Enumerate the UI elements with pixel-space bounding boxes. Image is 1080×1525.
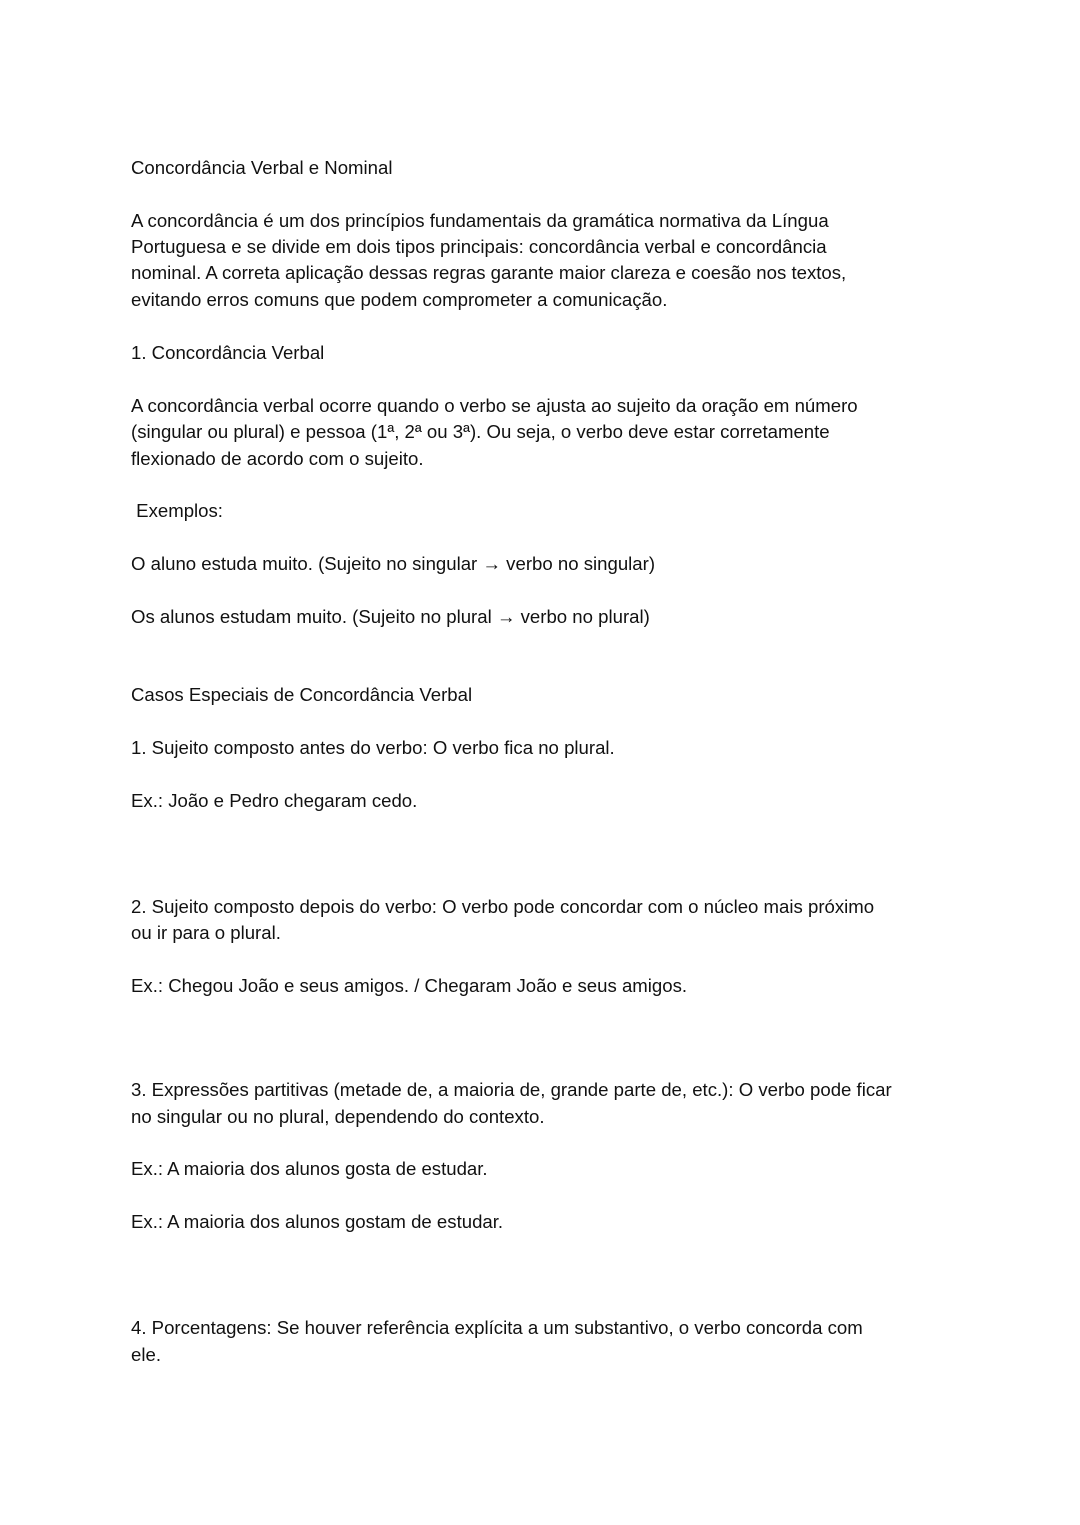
example-line: O aluno estuda muito. (Sujeito no singular → verbo no singular) [131,553,656,574]
examples-label: Exemplos: [131,500,223,521]
case-line: 1. Sujeito composto antes do verbo: O verbo fica no plural. [131,737,615,758]
section-body-line: A concordância verbal ocorre quando o verbo se ajusta ao sujeito da oração em número [131,395,858,416]
case-line: 4. Porcentagens: Se houver referência explícita a um substantivo, o verbo concorda com [131,1317,863,1338]
case-line: ele. [131,1344,161,1365]
case-example: Ex.: A maioria dos alunos gosta de estudar. [131,1158,488,1179]
case-line: 3. Expressões partitivas (metade de, a maioria de, grande parte de, etc.): O verbo pode ficar [131,1079,892,1100]
intro-line: nominal. A correta aplicação dessas regras garante maior clareza e coesão nos textos, [131,262,847,283]
case-line: ou ir para o plural. [131,922,281,943]
case-line: 2. Sujeito composto depois do verbo: O verbo pode concordar com o núcleo mais próximo [131,896,875,917]
section-body-line: flexionado de acordo com o sujeito. [131,448,424,469]
special-cases-heading: Casos Especiais de Concordância Verbal [131,684,473,705]
case-example: Ex.: Chegou João e seus amigos. / Chegaram João e seus amigos. [131,975,688,996]
intro-line: evitando erros comuns que podem comprometer a comunicação. [131,289,668,310]
intro-line: Portuguesa e se divide em dois tipos principais: concordância verbal e concordância [131,236,827,257]
section-body-line: (singular ou plural) e pessoa (1ª, 2ª ou 3ª). Ou seja, o verbo deve estar corretamente [131,421,830,442]
document-title: Concordância Verbal e Nominal [131,157,393,178]
case-example: Ex.: João e Pedro chegaram cedo. [131,790,418,811]
case-example: Ex.: A maioria dos alunos gostam de estudar. [131,1211,504,1232]
example-line: Os alunos estudam muito. (Sujeito no plural → verbo no plural) [131,606,650,627]
intro-line: A concordância é um dos princípios fundamentais da gramática normativa da Língua [131,210,829,231]
section-heading: 1. Concordância Verbal [131,342,325,363]
case-line: no singular ou no plural, dependendo do contexto. [131,1106,545,1127]
